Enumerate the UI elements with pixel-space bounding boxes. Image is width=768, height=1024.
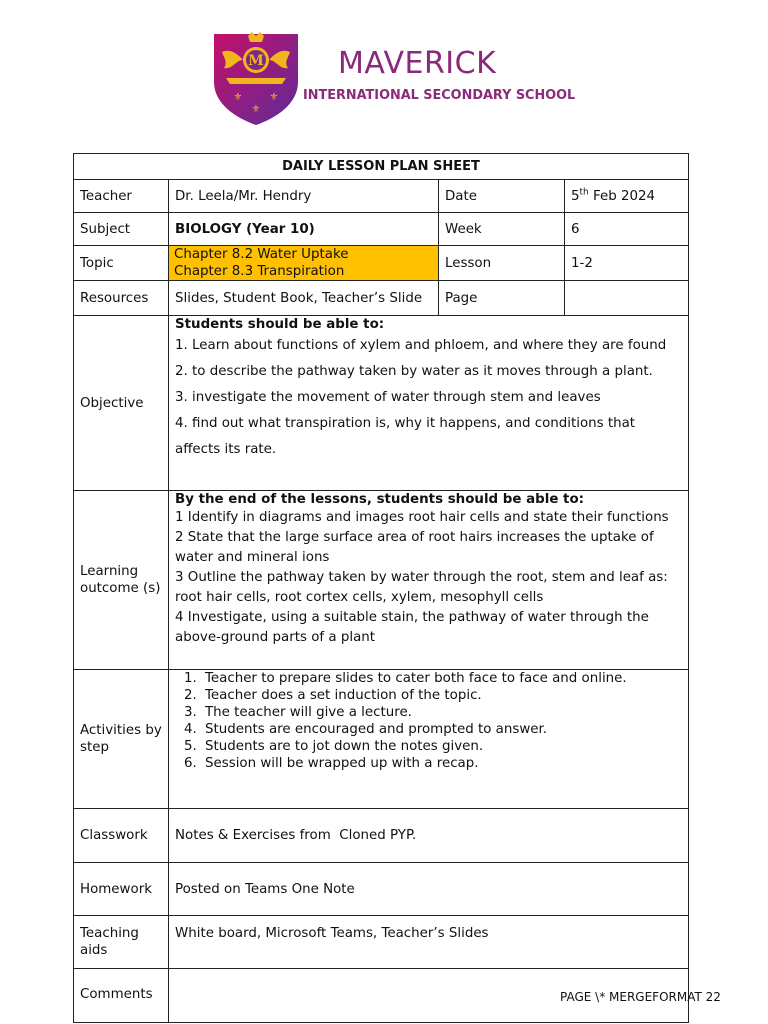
classwork-value: Notes & Exercises from Cloned PYP.: [169, 809, 689, 863]
classwork-row: [74, 809, 689, 863]
activity-step: 3. The teacher will give a lecture.: [201, 704, 682, 721]
activity-step: 4. Students are encouraged and prompted to answer.: [201, 721, 682, 738]
teaching-aids-value: White board, Microsoft Teams, Teacher’s Slides: [169, 916, 689, 969]
topic-label: Topic: [74, 246, 169, 281]
page-footer-field: PAGE \* MERGEFORMAT 22: [560, 990, 721, 1004]
teacher-value: Dr. Leela/Mr. Hendry: [169, 180, 439, 213]
school-name: MAVERICK: [338, 46, 497, 81]
activities-label: Activities by step: [74, 670, 169, 809]
subject-row: [74, 213, 689, 246]
objective-heading: Students should be able to:: [175, 317, 385, 332]
homework-label: Homework: [74, 863, 169, 916]
week-label: Week: [439, 213, 565, 246]
school-subtitle: INTERNATIONAL SECONDARY SCHOOL: [303, 87, 576, 103]
school-crest-logo: [212, 30, 300, 126]
activities-list: [175, 670, 682, 772]
lesson-plan-table: [73, 153, 689, 1023]
outcome-row: [74, 491, 689, 670]
comments-label: Comments: [74, 969, 169, 1023]
teacher-label: Teacher: [74, 180, 169, 213]
teaching-aids-label: Teaching aids: [74, 916, 169, 969]
lesson-label: Lesson: [439, 246, 565, 281]
objective-item-3: 3. investigate the movement of water through stem and leaves: [175, 390, 601, 405]
activity-step: 2. Teacher does a set induction of the topic.: [201, 687, 682, 704]
title-row: [74, 154, 689, 180]
topic-value: [169, 246, 439, 281]
sheet-title: DAILY LESSON PLAN SHEET: [74, 154, 689, 180]
homework-row: [74, 863, 689, 916]
subject-label: Subject: [74, 213, 169, 246]
outcome-item-2: 2 State that the large surface area of root hairs increases the uptake of water and mineral ions: [175, 530, 654, 565]
outcome-content: [169, 491, 689, 670]
date-label: Date: [439, 180, 565, 213]
topic-row: [74, 246, 689, 281]
page-label: Page: [439, 281, 565, 316]
outcome-label: Learning outcome (s): [74, 491, 169, 670]
date-day: 5: [571, 188, 580, 204]
topic-line-1: Chapter 8.2 Water Uptake: [174, 247, 349, 262]
homework-value: Posted on Teams One Note: [169, 863, 689, 916]
activities-content: [169, 670, 689, 809]
objective-item-2: 2. to describe the pathway taken by water as it moves through a plant.: [175, 364, 653, 379]
date-value: [565, 180, 689, 213]
lesson-value: 1-2: [565, 246, 689, 281]
week-value: 6: [565, 213, 689, 246]
outcome-item-3: 3 Outline the pathway taken by water through the root, stem and leaf as: root hair cells, root cortex cells, xylem, mesophyll cells: [175, 570, 668, 605]
outcome-item-4: 4 Investigate, using a suitable stain, the pathway of water through the above-ground parts of a plant: [175, 610, 649, 645]
objective-row: [74, 316, 689, 491]
svg-text:M: M: [248, 53, 264, 69]
activity-step: 1. Teacher to prepare slides to cater both face to face and online.: [201, 670, 682, 687]
teaching-aids-row: [74, 916, 689, 969]
activity-step: 5. Students are to jot down the notes given.: [201, 738, 682, 755]
objective-item-1: 1. Learn about functions of xylem and phloem, and where they are found: [175, 338, 667, 353]
classwork-label: Classwork: [74, 809, 169, 863]
resources-value: Slides, Student Book, Teacher’s Slide: [169, 281, 439, 316]
resources-row: [74, 281, 689, 316]
outcome-heading: By the end of the lessons, students should be able to:: [175, 492, 585, 507]
svg-text:⚜: ⚜: [233, 92, 243, 103]
date-suffix: th: [579, 187, 589, 198]
topic-line-2: Chapter 8.3 Transpiration: [174, 264, 345, 279]
objective-item-4: 4. find out what transpiration is, why it happens, and conditions that affects its rate.: [175, 416, 636, 457]
page-value: [565, 281, 689, 316]
date-rest: Feb 2024: [588, 188, 656, 204]
objective-label: Objective: [74, 316, 169, 491]
objective-content: [169, 316, 689, 491]
subject-value: BIOLOGY (Year 10): [169, 213, 439, 246]
teacher-row: [74, 180, 689, 213]
activities-row: [74, 670, 689, 809]
svg-text:⚜: ⚜: [269, 92, 279, 103]
svg-text:⚜: ⚜: [251, 104, 261, 115]
activity-step: 6. Session will be wrapped up with a recap.: [201, 755, 682, 772]
resources-label: Resources: [74, 281, 169, 316]
outcome-item-1: 1 Identify in diagrams and images root hair cells and state their functions: [175, 510, 669, 525]
